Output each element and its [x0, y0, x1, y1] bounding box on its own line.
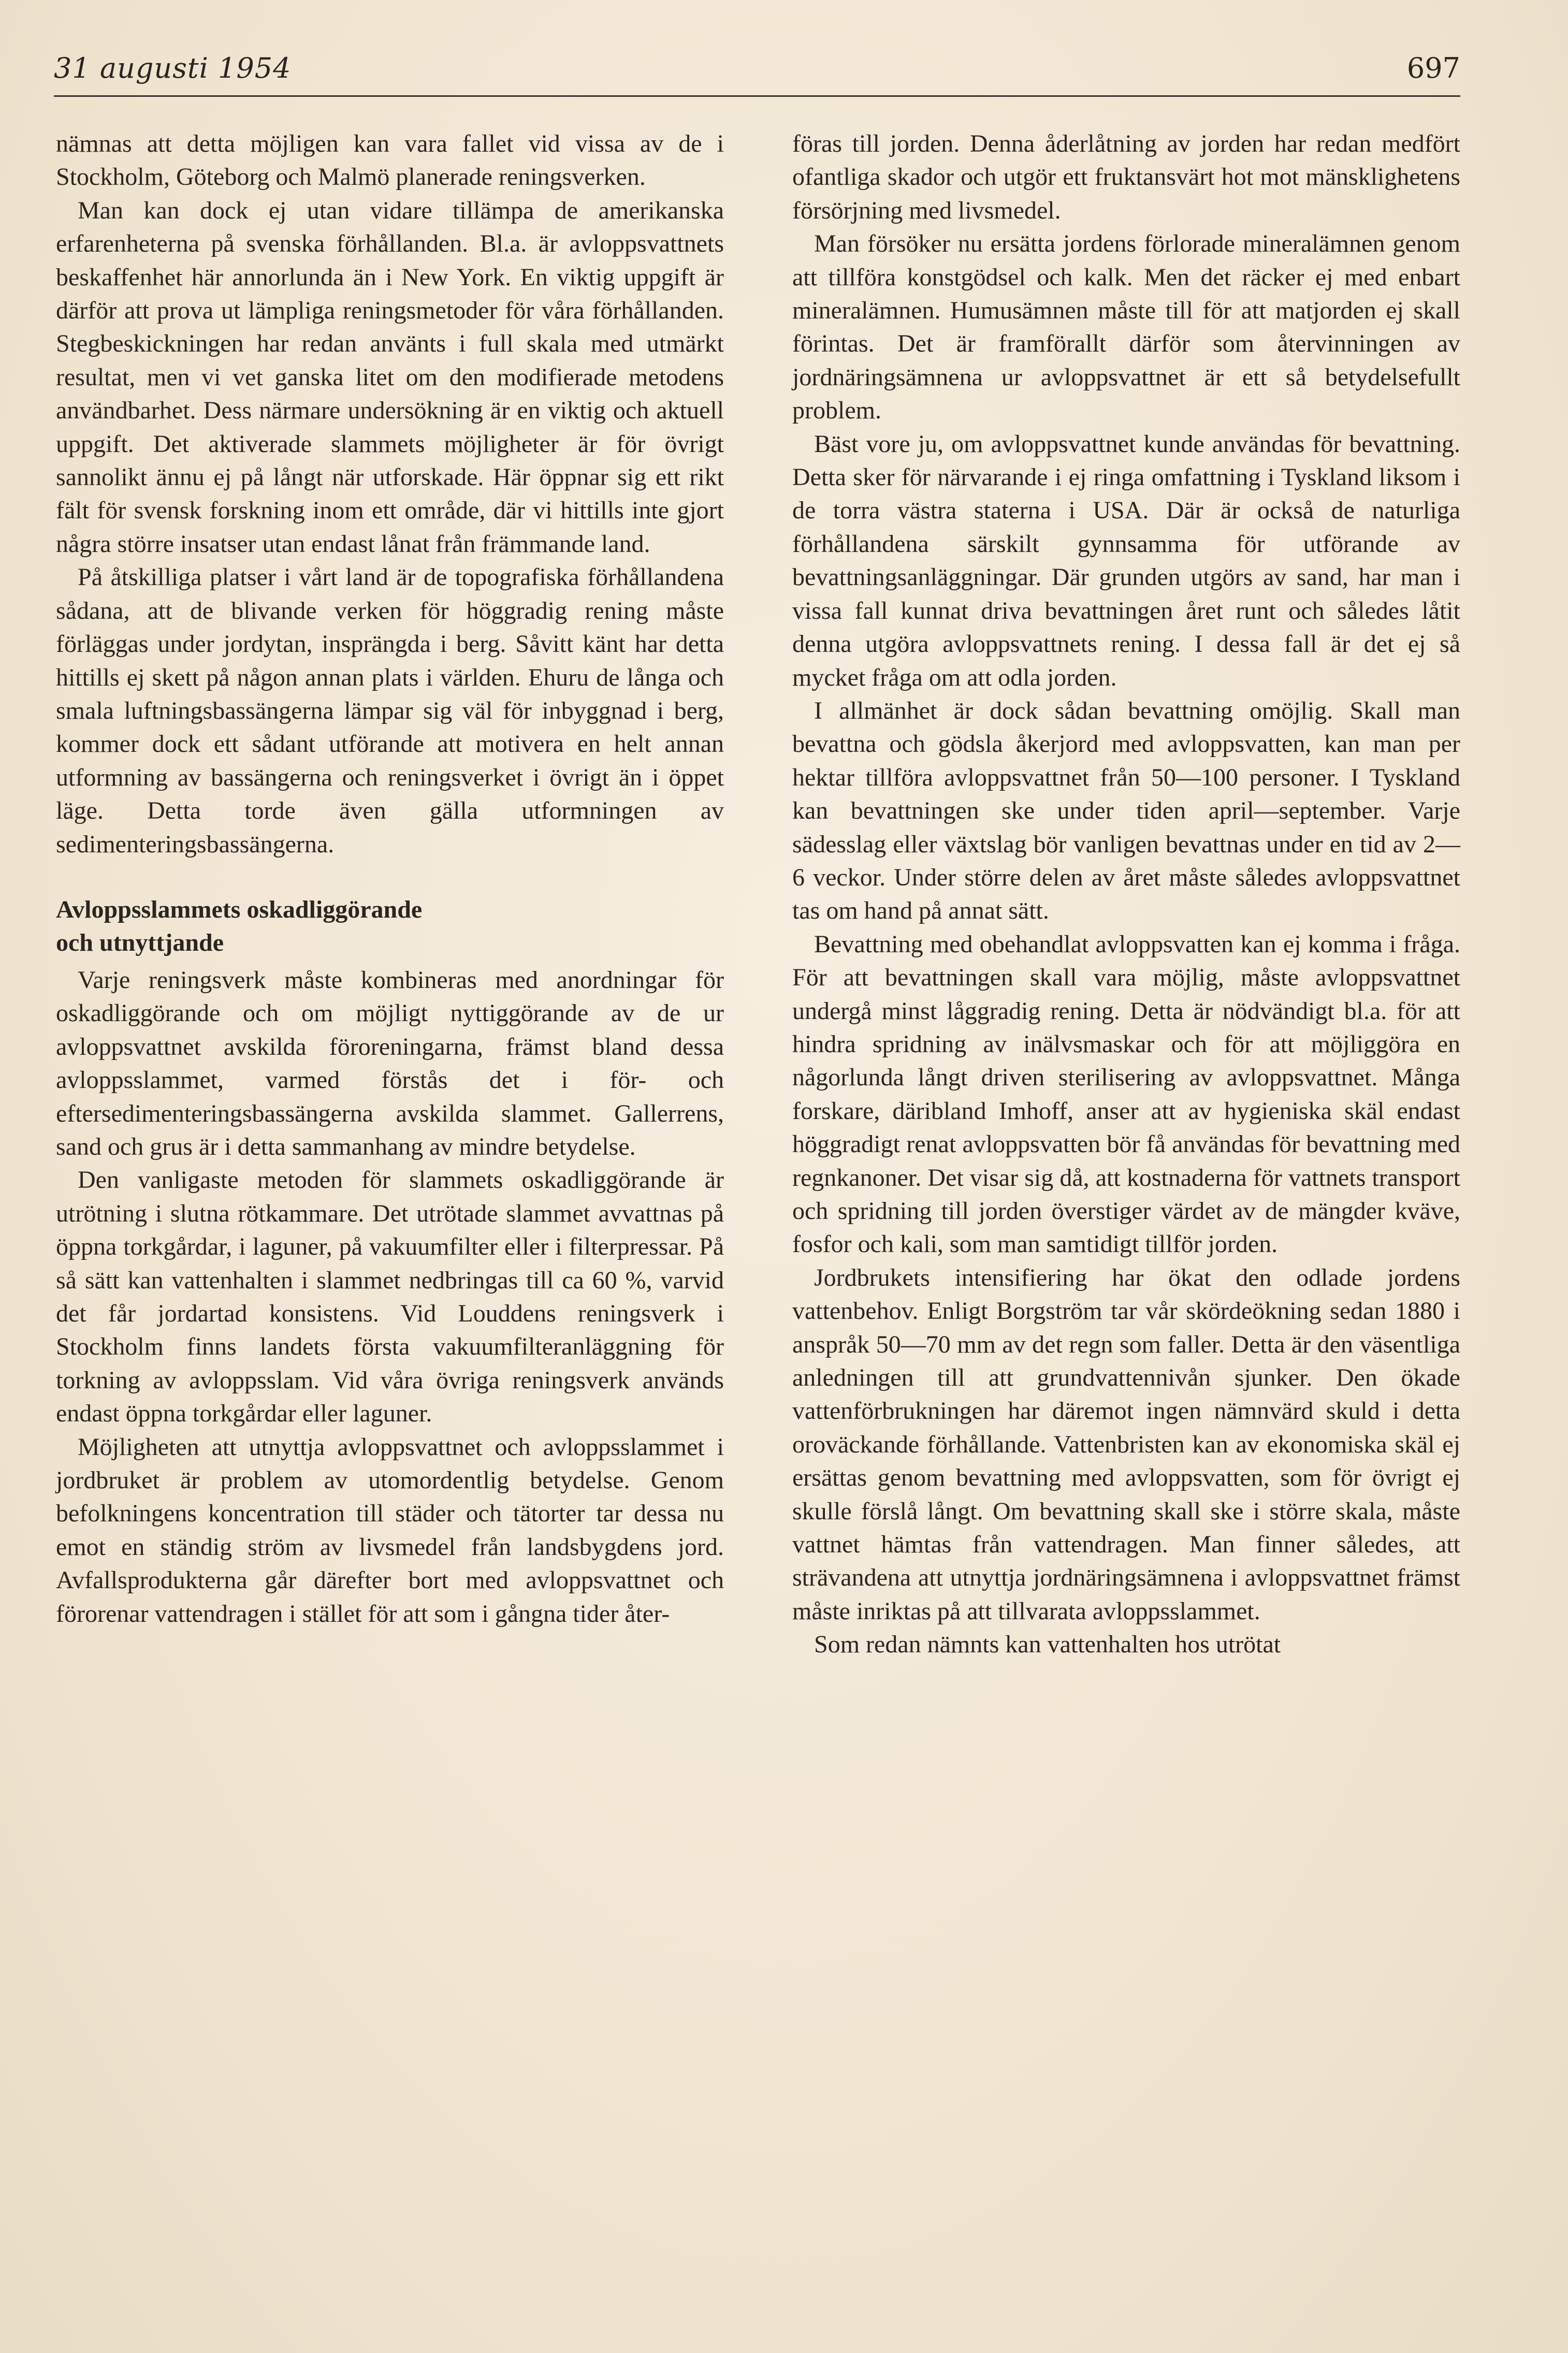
- issue-date: 31 augusti 1954: [54, 52, 292, 84]
- section-heading-line: och utnyttjande: [56, 928, 224, 956]
- paragraph: Jordbrukets intensifiering har ökat den odlade jordens vattenbehov. Enligt Borgström tar vår skördeökning sedan 1880 i anspråk 50—70 mm av det regn som faller. Detta är den väsentliga anledningen till att grundvattennivån sjunker. Den ökade vattenförbrukningen har däremot ingen nämnvärd skuld i detta oroväckande förhållande. Vattenbristen kan av ekonomiska skäl ej ersättas genom bevattning med avloppsvatten, som för övrigt ej skulle förslå långt. Om bevattning skall ske i större skala, måste vattnet hämtas från vattendragen. Man finner således, att strävandena att utnyttja jordnäringsämnena i avloppsvattnet främst måste inriktas på att tillvarata avloppsslammet.: [792, 1263, 1460, 1625]
- paragraph: Bevattning med obehandlat avloppsvatten kan ej komma i fråga. För att bevattningen skall vara möjlig, måste avloppsvattnet undergå minst låggradig rening. Detta är nödvändigt bl.a. för att hindra spridning av inälvsmaskar och för att möjliggöra en någorlunda långt driven sterilisering av avloppsvattnet. Många forskare, däribland Imhoff, anser att av hygieniska skäl endast höggradigt renat avloppsvatten bör få användas för bevattning med regnkanoner. Det visar sig då, att kostnaderna för vattnets transport och spridning till jorden överstiger värdet av de mängder kväve, fosfor och kali, som man samtidigt tillför jorden.: [792, 930, 1460, 1258]
- paragraph: Varje reningsverk måste kombineras med anordningar för oskadliggörande och om möjligt nyttiggörande av de ur avloppsvattnet avskilda föroreningarna, främst bland dessa avloppsslammet, varmed förstås det i för- och eftersedimenteringsbassängerna avskilda slammet. Gallerrens, sand och grus är i detta sammanhang av mindre betydelse.: [56, 966, 724, 1160]
- paragraph: Den vanligaste metoden för slammets oskadliggörande är utrötning i slutna rötkammare. Det utrötade slammet avvattnas på öppna torkgårdar, i laguner, på vakuumfilter eller i filterpressar. På så sätt kan vattenhalten i slammet nedbringas till ca 60 %, varvid det får jordartad konsistens. Vid Louddens reningsverk i Stockholm finns landets första vakuumfilteranläggning för torkning av avloppsslam. Vid våra övriga reningsverk används endast öppna torkgårdar eller laguner.: [56, 1166, 724, 1428]
- header-rule: [54, 95, 1460, 97]
- page-number: 697: [1406, 52, 1460, 84]
- paragraph: På åtskilliga platser i vårt land är de topografiska förhållandena sådana, att de blivande verken för höggradig rening måste förläggas under jordytan, insprängda i berg. Såvitt känt har detta hittills ej skett på någon annan plats i världen. Ehuru de långa och smala luftningsbassängerna lämpar sig väl för inbyggnad i berg, kommer dock ett sådant utförande att motivera en helt annan utformning av bassängerna och reningsverket i övrigt än i öppet läge. Detta torde även gälla utformningen av sedimenteringsbassängerna.: [56, 563, 724, 858]
- paragraph: föras till jorden. Denna åderlåtning av jorden har redan medfört ofantliga skador och utgör ett fruktansvärt hot mot mänsklighetens försörjning med livsmedel.: [792, 130, 1460, 224]
- paragraph: nämnas att detta möjligen kan vara fallet vid vissa av de i Stockholm, Göteborg och Malmö planerade reningsverken.: [56, 130, 724, 191]
- paragraph: Man kan dock ej utan vidare tillämpa de amerikanska erfarenheterna på svenska förhållanden. Bl.a. är avloppsvattnets beskaffenhet här annorlunda än i New York. En viktig uppgift är därför att prova ut lämpliga reningsmetoder för våra förhållanden. Stegbeskickningen har redan använts i full skala med utmärkt resultat, men vi vet ganska litet om den modifierade metodens användbarhet. Dess närmare undersökning är en viktig och aktuell uppgift. Det aktiverade slammets möjligheter är för övrigt sannolikt ännu ej på långt när utforskade. Här öppnar sig ett rikt fält för svensk forskning inom ett område, där vi hittills inte gjort några större insatser utan endast lånat från främmande land.: [56, 196, 724, 558]
- section-heading: [56, 893, 724, 960]
- left-column: [56, 127, 724, 1631]
- section-heading-line: Avloppsslammets oskadliggörande: [56, 895, 423, 923]
- paragraph: Man försöker nu ersätta jordens förlorade mineralämnen genom att tillföra konstgödsel och kalk. Men det räcker ej med enbart mineralämnen. Humusämnen måste till för att matjorden ej skall förintas. Det är framförallt därför som återvinningen av jordnäringsämnena ur avloppsvattnet är ett så betydelsefullt problem.: [792, 230, 1460, 425]
- paragraph: I allmänhet är dock sådan bevattning omöjlig. Skall man bevattna och gödsla åkerjord med avloppsvatten, kan man per hektar tillföra avloppsvattnet från 50—100 personer. I Tyskland kan bevattningen ske under tiden april—september. Varje sädesslag eller växtslag bör vanligen bevattnas under en tid av 2—6 veckor. Under större delen av året måste således avloppsvattnet tas om hand på annat sätt.: [792, 696, 1460, 925]
- right-column: [792, 127, 1460, 1662]
- paragraph: Som redan nämnts kan vattenhalten hos utrötat: [814, 1631, 1281, 1659]
- paragraph: Möjligheten att utnyttja avloppsvattnet och avloppsslammet i jordbruket är problem av utomordentlig betydelse. Genom befolkningens koncentration till städer och tätorter tar dessa nu emot en ständig ström av livsmedel från landsbygdens jord. Avfallsprodukterna går därefter bort med avloppsvattnet och förorenar vattendragen i stället för att som i gångna tider åter-: [56, 1433, 724, 1628]
- paragraph: Bäst vore ju, om avloppsvattnet kunde användas för bevattning. Detta sker för närvarande i ej ringa omfattning i Tyskland liksom i de torra västra staterna i USA. Där är också de naturliga förhållandena särskilt gynnsamma för utförande av bevattningsanläggningar. Där grunden utgörs av sand, har man i vissa fall kunnat driva bevattningen året runt och således låtit denna utgöra avloppsvattnets rening. I dessa fall är det ej så mycket fråga om att odla jorden.: [792, 430, 1460, 691]
- running-header: [54, 47, 1460, 93]
